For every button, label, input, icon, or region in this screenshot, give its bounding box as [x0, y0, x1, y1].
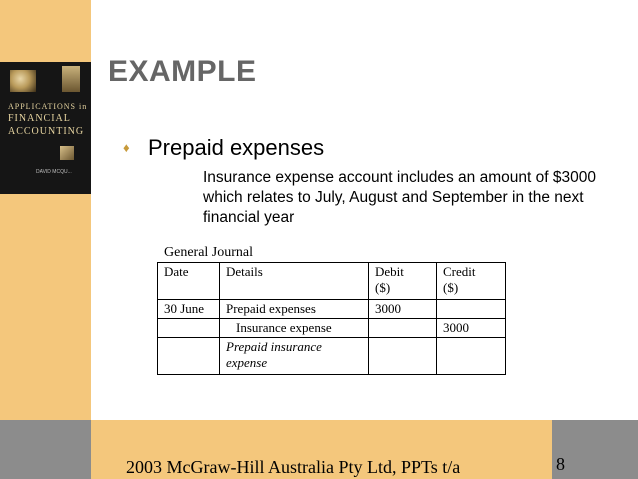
- cover-title-line3: ACCOUNTING: [8, 126, 85, 137]
- table-row: [158, 300, 506, 319]
- sub-bullet-text: Insurance expense account includes an amount of $3000 which relates to July, August and September in the next financial year: [203, 169, 596, 226]
- journal-title: General Journal: [164, 245, 254, 260]
- row-credit: [437, 300, 506, 319]
- cover-decoration-icon: [62, 66, 80, 92]
- row-date: [158, 319, 220, 338]
- row-date: [158, 338, 220, 375]
- cover-title-line1: APPLICATIONS in: [8, 102, 88, 111]
- header-details: Details: [220, 263, 369, 300]
- row-date: 30 June: [158, 300, 220, 319]
- table-header-row: [158, 263, 506, 300]
- row-credit: [437, 338, 506, 375]
- top-strip: [91, 0, 638, 38]
- cover-emblem-icon: [60, 146, 74, 160]
- bullet-text: Prepaid expenses: [148, 135, 325, 160]
- cover-title-line2: FINANCIAL: [8, 113, 71, 124]
- cover-logo-icon: [10, 70, 36, 92]
- header-debit: [369, 263, 437, 300]
- table-row: [158, 319, 506, 338]
- header-credit: [437, 263, 506, 300]
- page-number: 8: [556, 454, 565, 474]
- header-credit-line2: ($): [443, 280, 459, 295]
- row-details: Prepaid expenses: [220, 300, 369, 319]
- diamond-bullet-icon: ♦: [123, 140, 130, 155]
- row-debit: [369, 338, 437, 375]
- row-details: Insurance expense: [220, 319, 369, 338]
- row-credit: 3000: [437, 319, 506, 338]
- row-details: [220, 338, 369, 375]
- general-journal-table: [157, 262, 506, 375]
- header-debit-line1: Debit: [375, 264, 404, 279]
- book-cover-image: [0, 62, 91, 194]
- row-details-line1: Prepaid insurance: [226, 339, 322, 354]
- header-date: Date: [158, 263, 220, 300]
- row-debit: [369, 319, 437, 338]
- header-credit-line1: Credit: [443, 264, 476, 279]
- slide-title: EXAMPLE: [108, 55, 257, 88]
- row-details-line2: expense: [226, 355, 268, 370]
- cover-author: DAVID MCQU...: [36, 169, 72, 175]
- table-row: [158, 338, 506, 375]
- row-debit: 3000: [369, 300, 437, 319]
- header-debit-line2: ($): [375, 280, 391, 295]
- footer-copyright-text: 2003 McGraw-Hill Australia Pty Ltd, PPTs t/a: [126, 457, 461, 477]
